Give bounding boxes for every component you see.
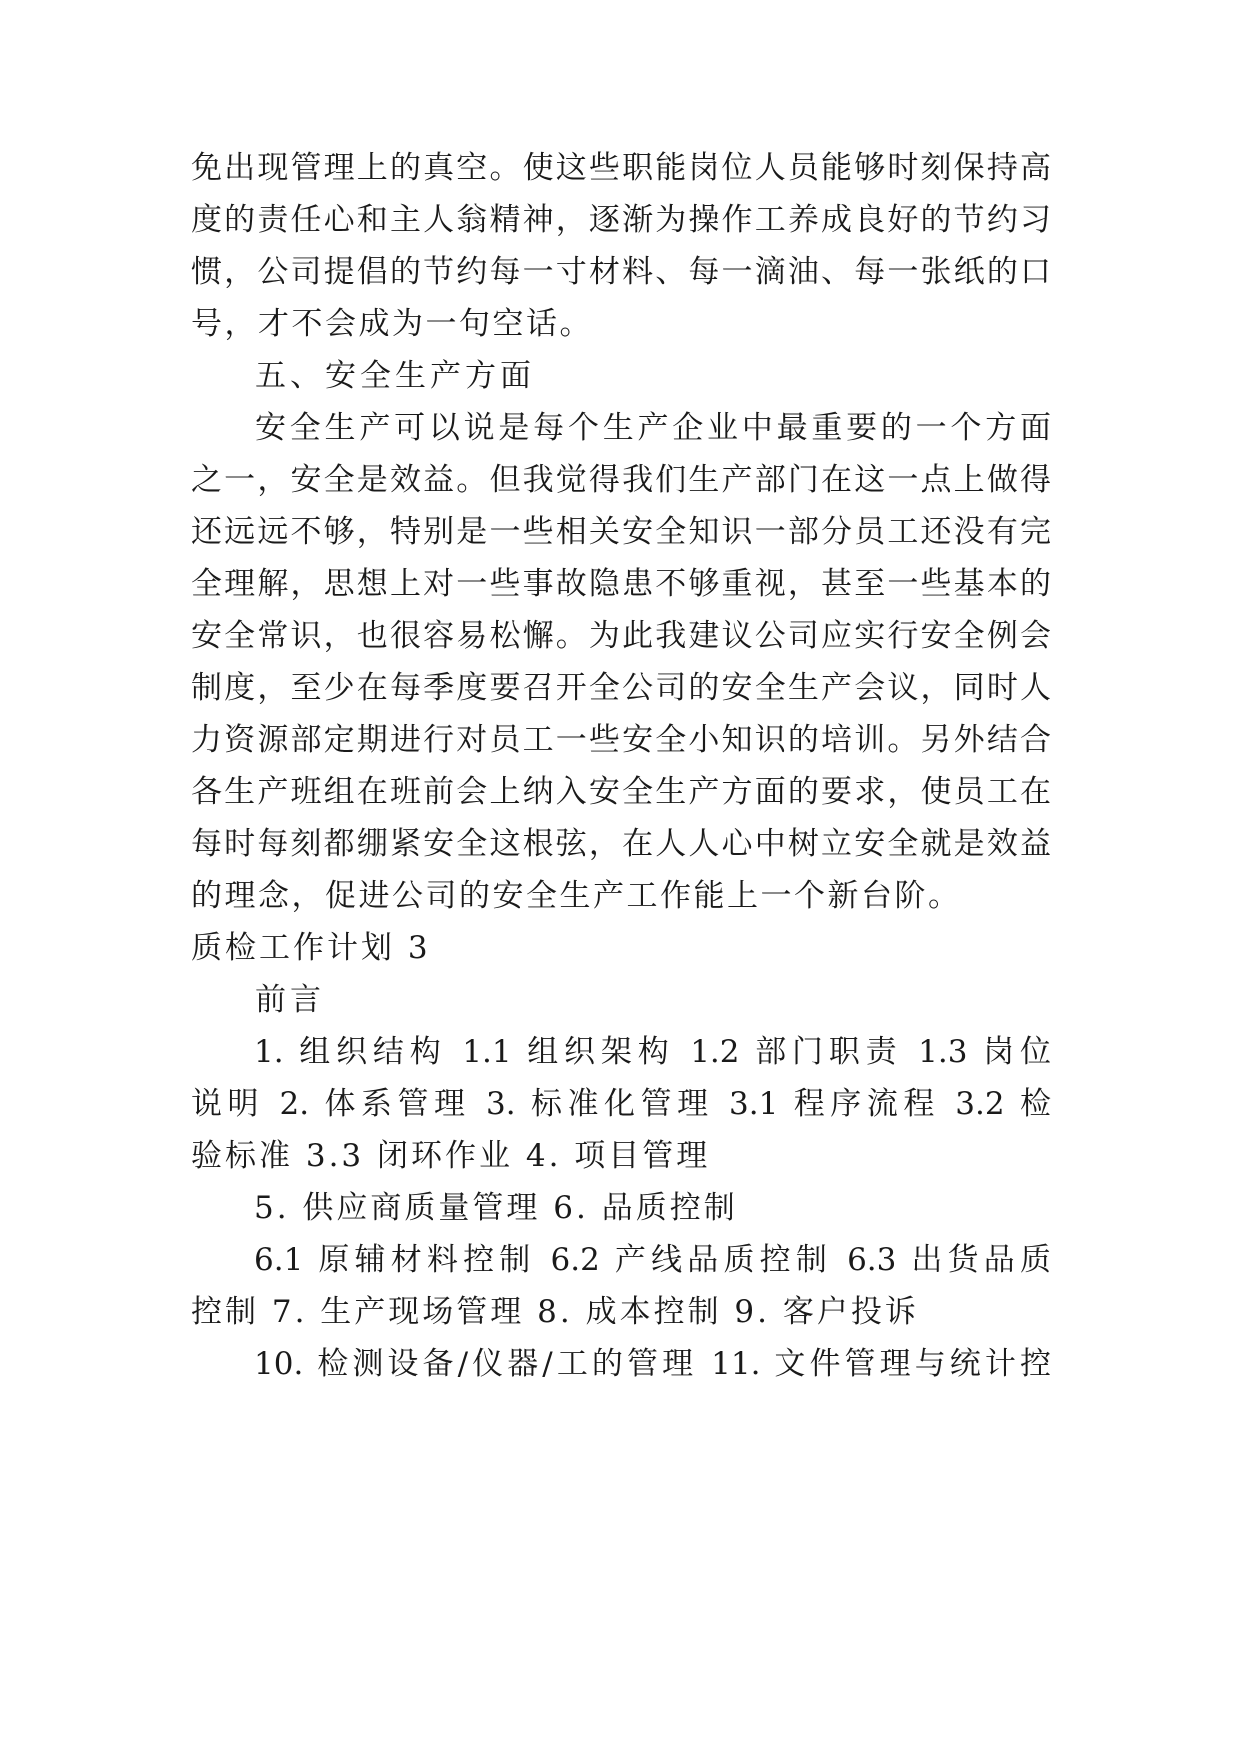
body-line: 全理解，思想上对一些事故隐患不够重视，甚至一些基本的	[191, 566, 1051, 602]
outline-line: 10. 检测设备/仪器/工的管理 11. 文件管理与统计控	[254, 1346, 1051, 1382]
body-line: 制度，至少在每季度要召开全公司的安全生产会议，同时人	[191, 670, 1051, 706]
outline-line: 6.1 原辅材料控制 6.2 产线品质控制 6.3 出货品质	[254, 1242, 1051, 1278]
outline-line: 验标准 3.3 闭环作业 4. 项目管理	[191, 1138, 711, 1174]
outline-line: 说明 2. 体系管理 3. 标准化管理 3.1 程序流程 3.2 检	[191, 1086, 1051, 1122]
body-line: 每时每刻都绷紧安全这根弦，在人人心中树立安全就是效益	[191, 826, 1051, 862]
body-line: 度的责任心和主人翁精神，逐渐为操作工养成良好的节约习	[191, 202, 1051, 238]
outline-line: 控制 7. 生产现场管理 8. 成本控制 9. 客户投诉	[191, 1294, 919, 1330]
body-line: 的理念，促进公司的安全生产工作能上一个新台阶。	[191, 878, 962, 914]
outline-line: 1. 组织结构 1.1 组织架构 1.2 部门职责 1.3 岗位	[254, 1034, 1051, 1070]
preface-heading: 前言	[255, 982, 325, 1018]
body-line: 安全生产可以说是每个生产企业中最重要的一个方面	[255, 410, 1051, 446]
body-line: 号，才不会成为一句空话。	[191, 306, 593, 342]
body-line: 安全常识，也很容易松懈。为此我建议公司应实行安全例会	[191, 618, 1051, 654]
body-line: 之一，安全是效益。但我觉得我们生产部门在这一点上做得	[191, 462, 1051, 498]
body-line: 免出现管理上的真空。使这些职能岗位人员能够时刻保持高	[191, 150, 1051, 186]
body-line: 惯，公司提倡的节约每一寸材料、每一滴油、每一张纸的口	[191, 254, 1051, 290]
outline-line: 5. 供应商质量管理 6. 品质控制	[254, 1190, 738, 1226]
body-line: 力资源部定期进行对员工一些安全小知识的培训。另外结合	[191, 722, 1051, 758]
document-title: 质检工作计划 3	[191, 930, 431, 966]
section-heading: 五、安全生产方面	[255, 358, 535, 394]
body-line: 还远远不够，特别是一些相关安全知识一部分员工还没有完	[191, 514, 1051, 550]
body-line: 各生产班组在班前会上纳入安全生产方面的要求，使员工在	[191, 774, 1051, 810]
